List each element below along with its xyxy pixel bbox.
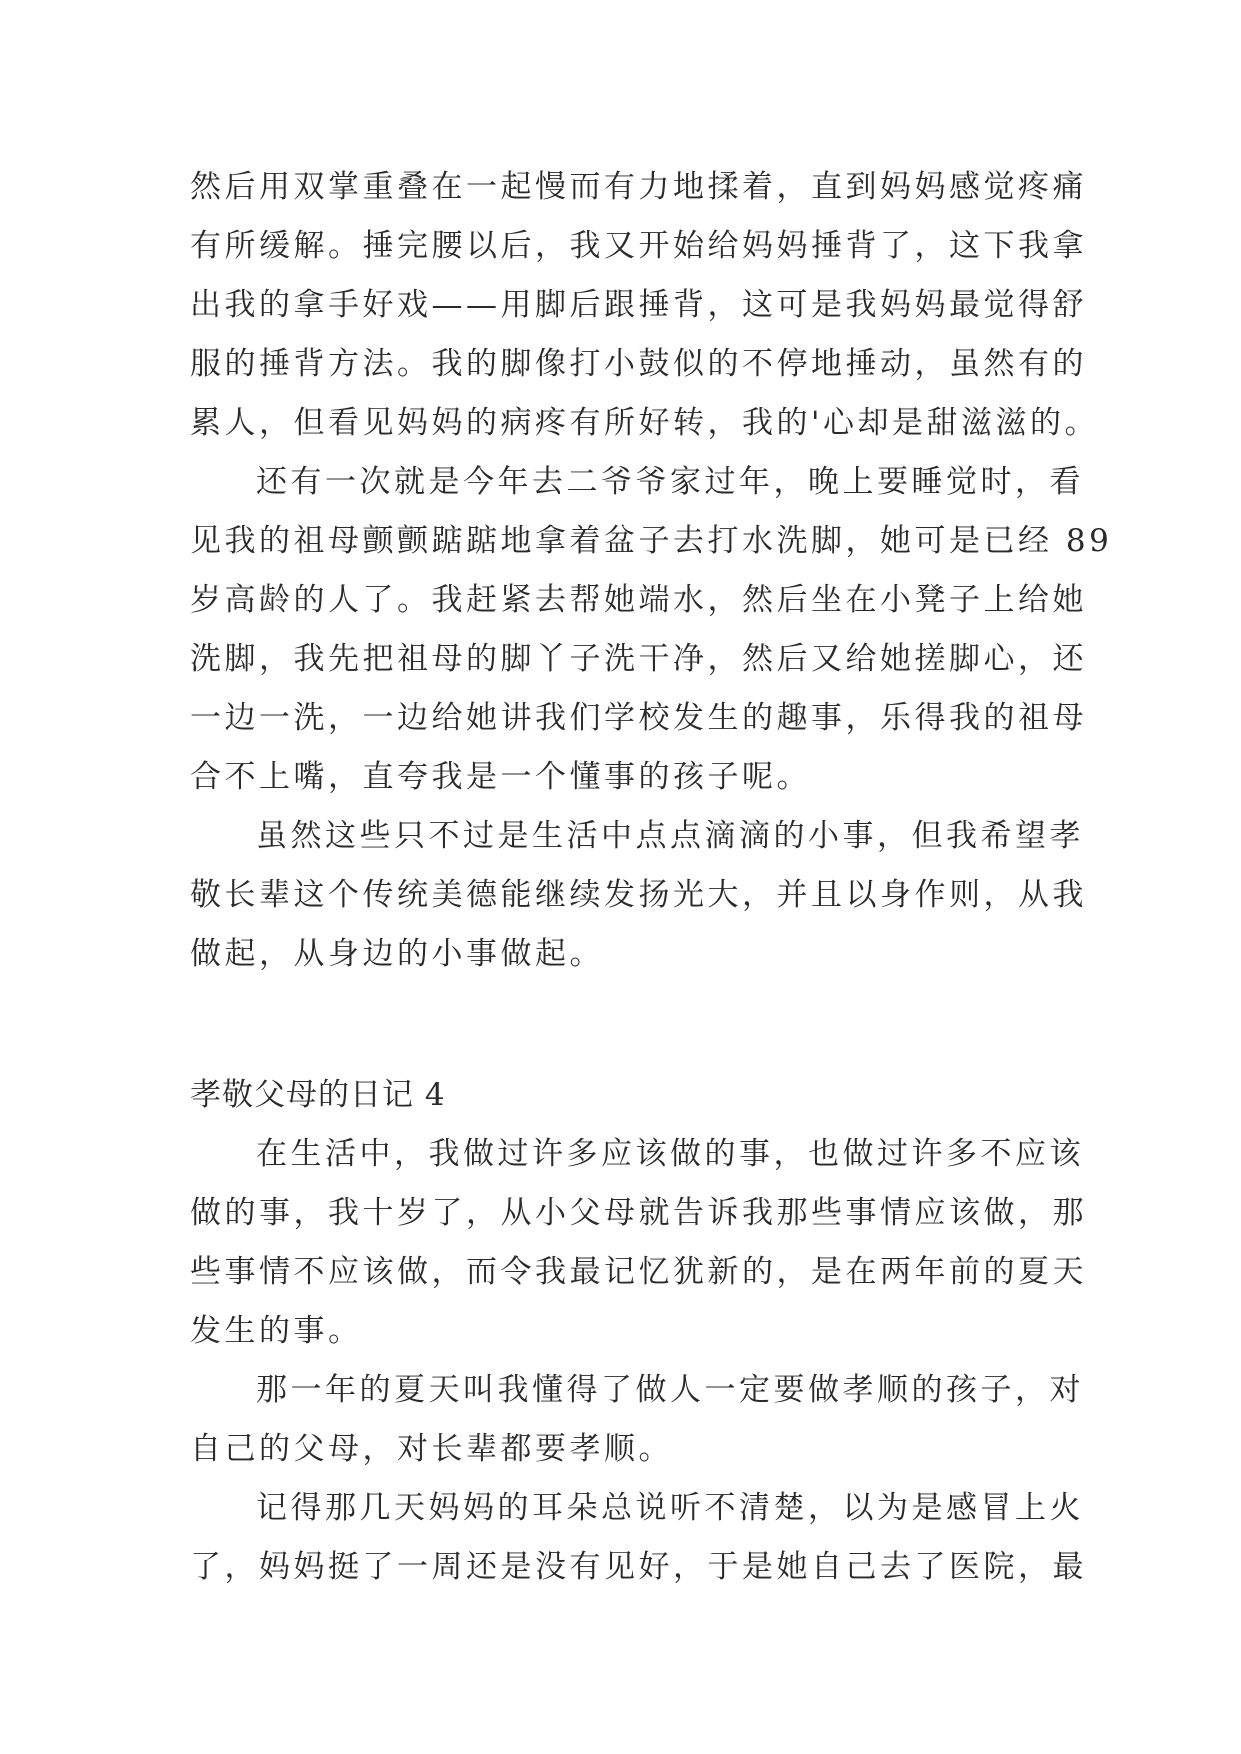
text-line: 敬长辈这个传统美德能继续发扬光大，并且以身作则，从我 — [190, 877, 1087, 913]
paragraph-first-line: 那一年的夏天叫我懂得了做人一定要做孝顺的孩子，对 — [256, 1372, 1084, 1408]
text-line: 了，妈妈挺了一周还是没有见好，于是她自己去了医院，最 — [190, 1549, 1087, 1585]
paragraph-first-line: 在生活中，我做过许多应该做的事，也做过许多不应该 — [256, 1136, 1084, 1172]
text-line: 累人，但看见妈妈的病疼有所好转，我的'心却是甜滋滋的。 — [190, 405, 1100, 441]
text-line: 一边一洗，一边给她讲我们学校发生的趣事，乐得我的祖母 — [190, 700, 1087, 736]
text-line: 出我的拿手好戏——用脚后跟捶背，这可是我妈妈最觉得舒 — [190, 287, 1087, 323]
text-line: 岁高龄的人了。我赶紧去帮她端水，然后坐在小凳子上给她 — [190, 582, 1087, 618]
document-body — [190, 158, 1113, 1597]
text-line: 自己的父母，对长辈都要孝顺。 — [190, 1431, 673, 1467]
paragraph-first-line: 记得那几天妈妈的耳朵总说听不清楚，以为是感冒上火 — [256, 1490, 1084, 1526]
text-line: 做的事，我十岁了，从小父母就告诉我那些事情应该做，那 — [190, 1195, 1087, 1231]
text-line: 做起，从身边的小事做起。 — [190, 936, 604, 972]
section-title: 孝敬父母的日记 4 — [190, 1077, 446, 1113]
text-line: 然后用双掌重叠在一起慢而有力地揉着，直到妈妈感觉疼痛 — [190, 169, 1087, 205]
paragraph-first-line: 虽然这些只不过是生活中点点滴滴的小事，但我希望孝 — [256, 818, 1084, 854]
text-line: 有所缓解。捶完腰以后，我又开始给妈妈捶背了，这下我拿 — [190, 228, 1087, 264]
text-line: 合不上嘴，直夸我是一个懂事的孩子呢。 — [190, 759, 811, 795]
text-line: 发生的事。 — [190, 1313, 363, 1349]
text-line: 洗脚，我先把祖母的脚丫子洗干净，然后又给她搓脚心，还 — [190, 641, 1087, 677]
paragraph-first-line: 还有一次就是今年去二爷爷家过年，晚上要睡觉时，看 — [256, 464, 1084, 500]
text-line: 服的捶背方法。我的脚像打小鼓似的不停地捶动，虽然有的 — [190, 346, 1087, 382]
text-line: 些事情不应该做，而令我最记忆犹新的，是在两年前的夏天 — [190, 1254, 1087, 1290]
section-spacer — [190, 984, 1070, 1066]
text-line: 见我的祖母颤颤踮踮地拿着盆子去打水洗脚，她可是已经 89 — [190, 523, 1113, 559]
